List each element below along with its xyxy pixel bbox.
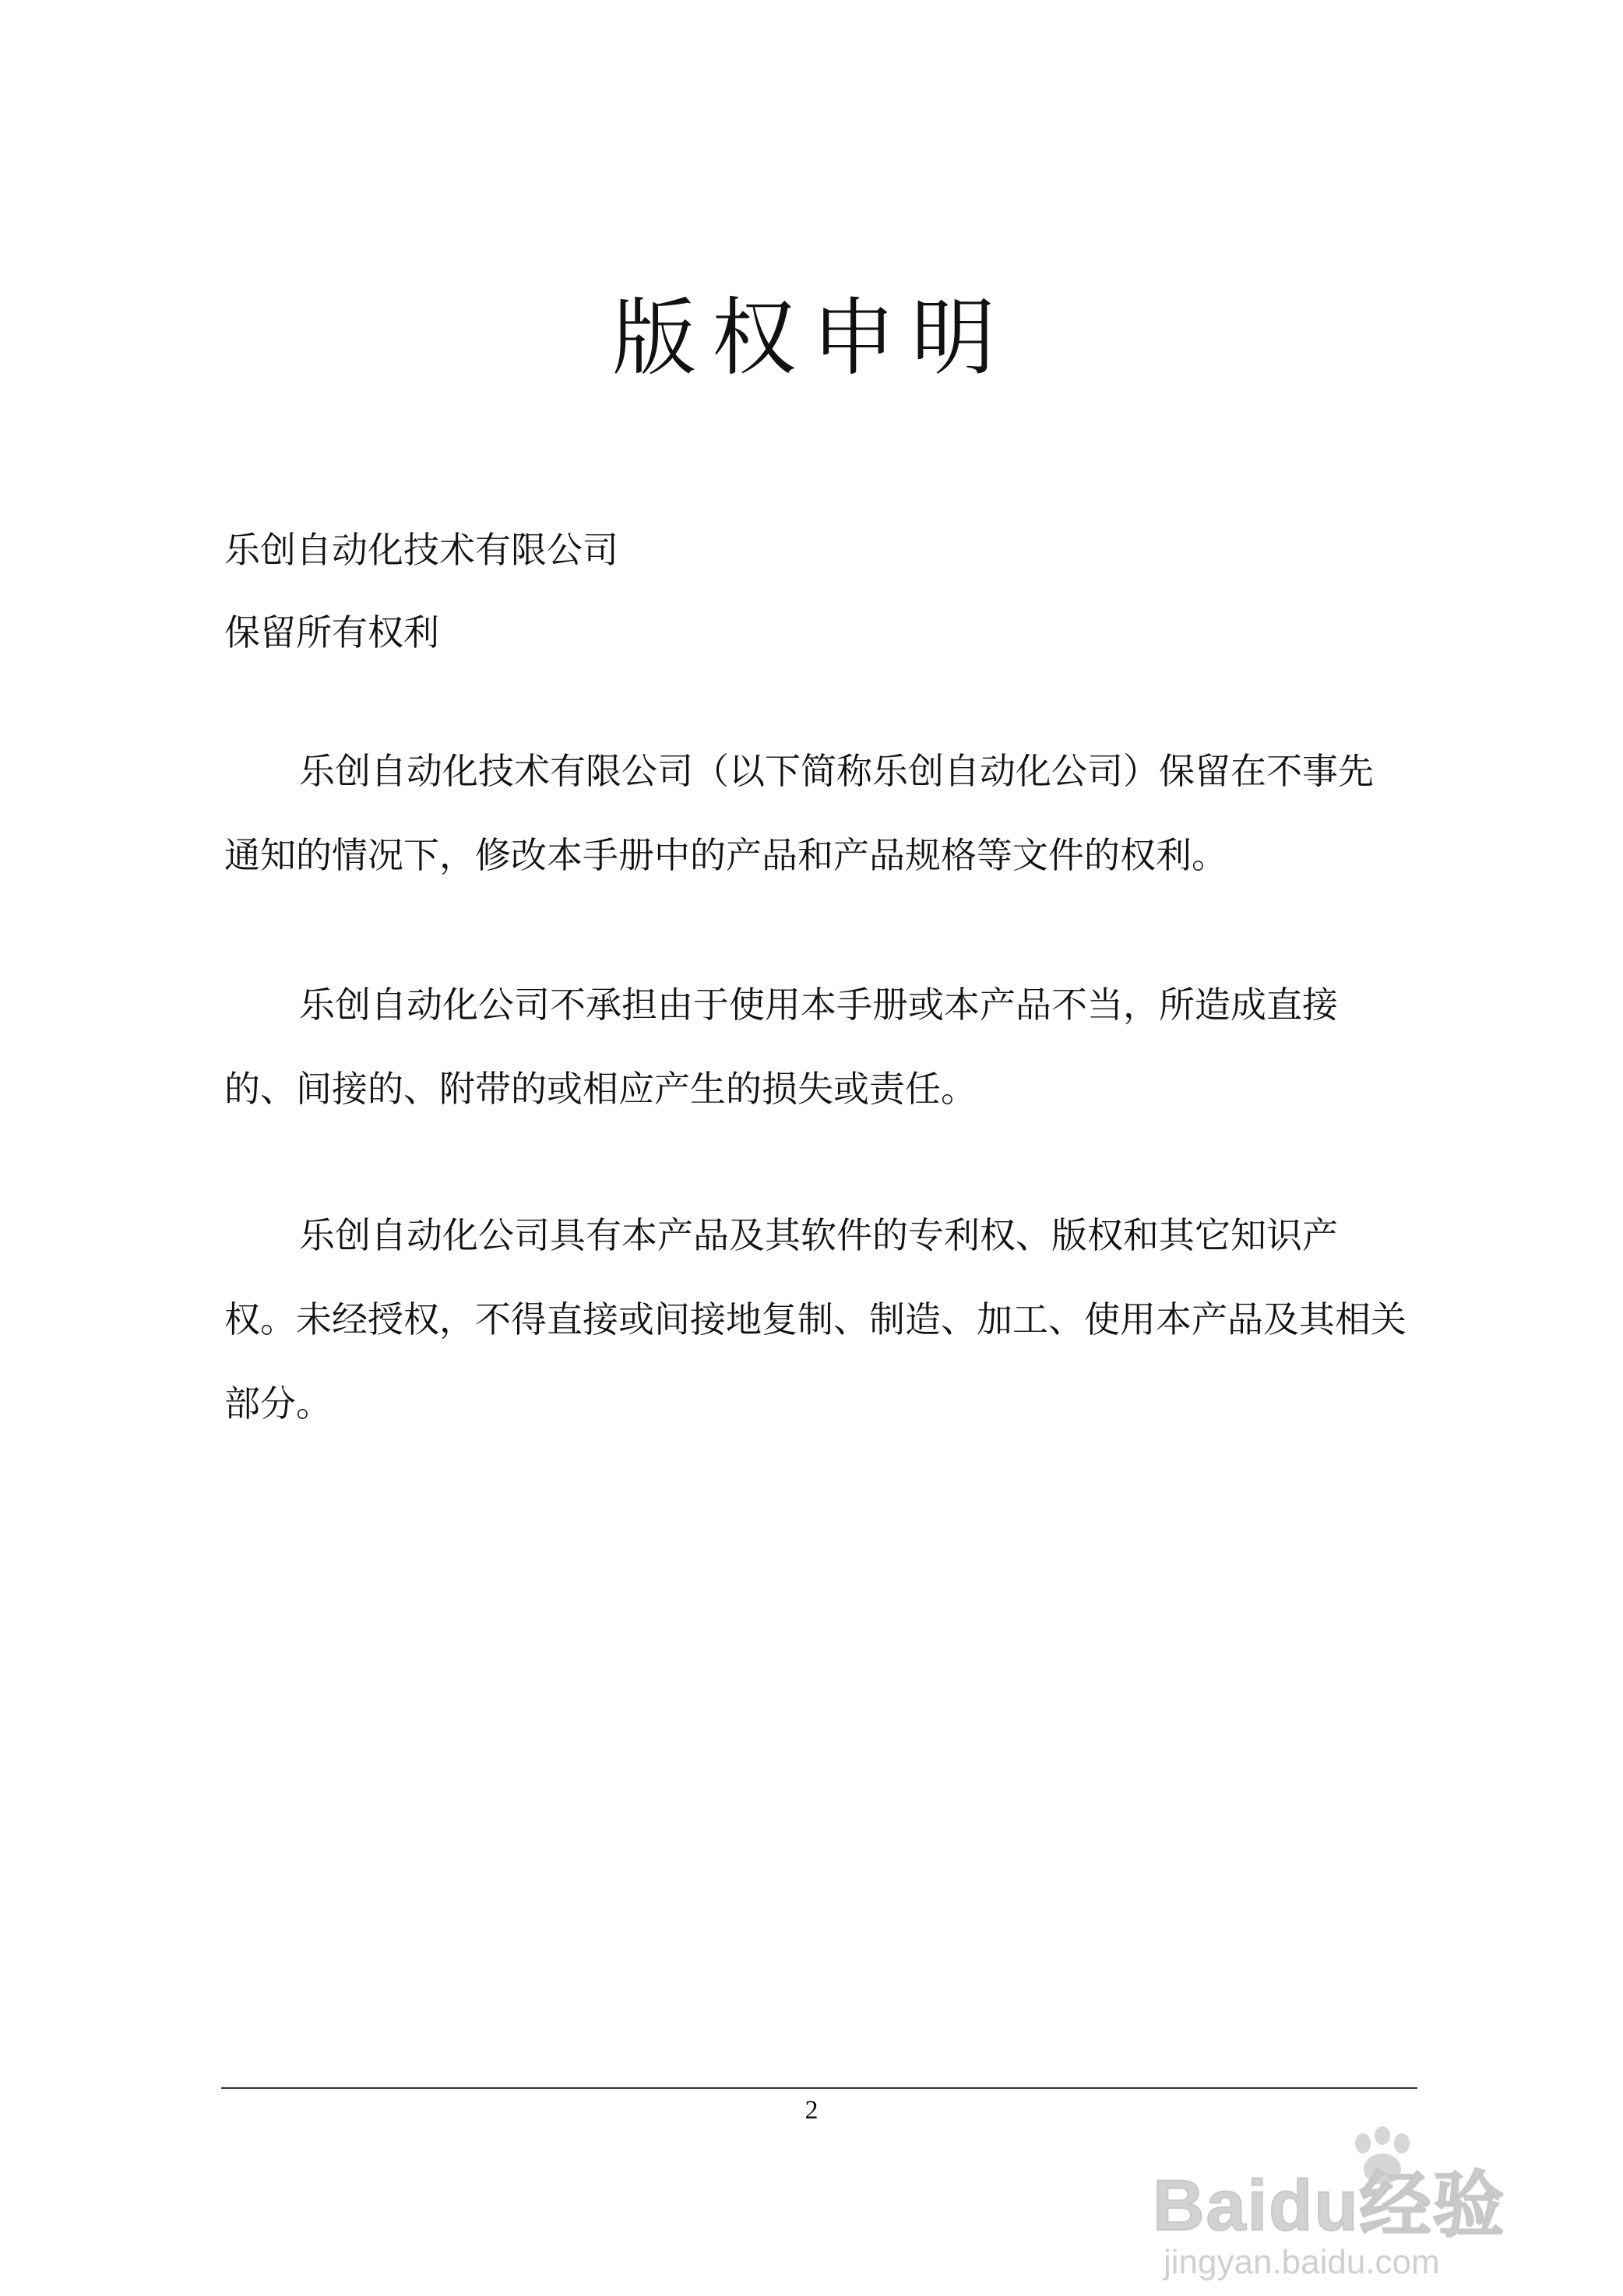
page-title: 版权申明 <box>611 290 1011 387</box>
watermark-url: jingyan.baidu.com <box>1164 2243 1440 2281</box>
footer-divider <box>221 2087 1417 2089</box>
rights-reserved: 保留所有权利 <box>224 611 439 653</box>
watermark-brand: Baidu经验 <box>1153 2166 1506 2245</box>
page-number: 2 <box>804 2096 819 2125</box>
paragraph-modification-rights: 乐创自动化技术有限公司（以下简称乐创自动化公司）保留在不事先通知的情况下，修改本手册中的产品和产品规格等文件的权利。 <box>224 750 1374 876</box>
baidu-jingyan-watermark <box>1153 2126 1589 2282</box>
paragraph-intellectual-property: 乐创自动化公司具有本产品及其软件的专利权、版权和其它知识产权。未经授权，不得直接或间接地复制、制造、加工、使用本产品及其相关部分。 <box>224 1214 1406 1424</box>
paragraph-liability-disclaimer: 乐创自动化公司不承担由于使用本手册或本产品不当，所造成直接的、间接的、附带的或相应产生的损失或责任。 <box>224 984 1338 1110</box>
company-name: 乐创自动化技术有限公司 <box>224 529 618 571</box>
